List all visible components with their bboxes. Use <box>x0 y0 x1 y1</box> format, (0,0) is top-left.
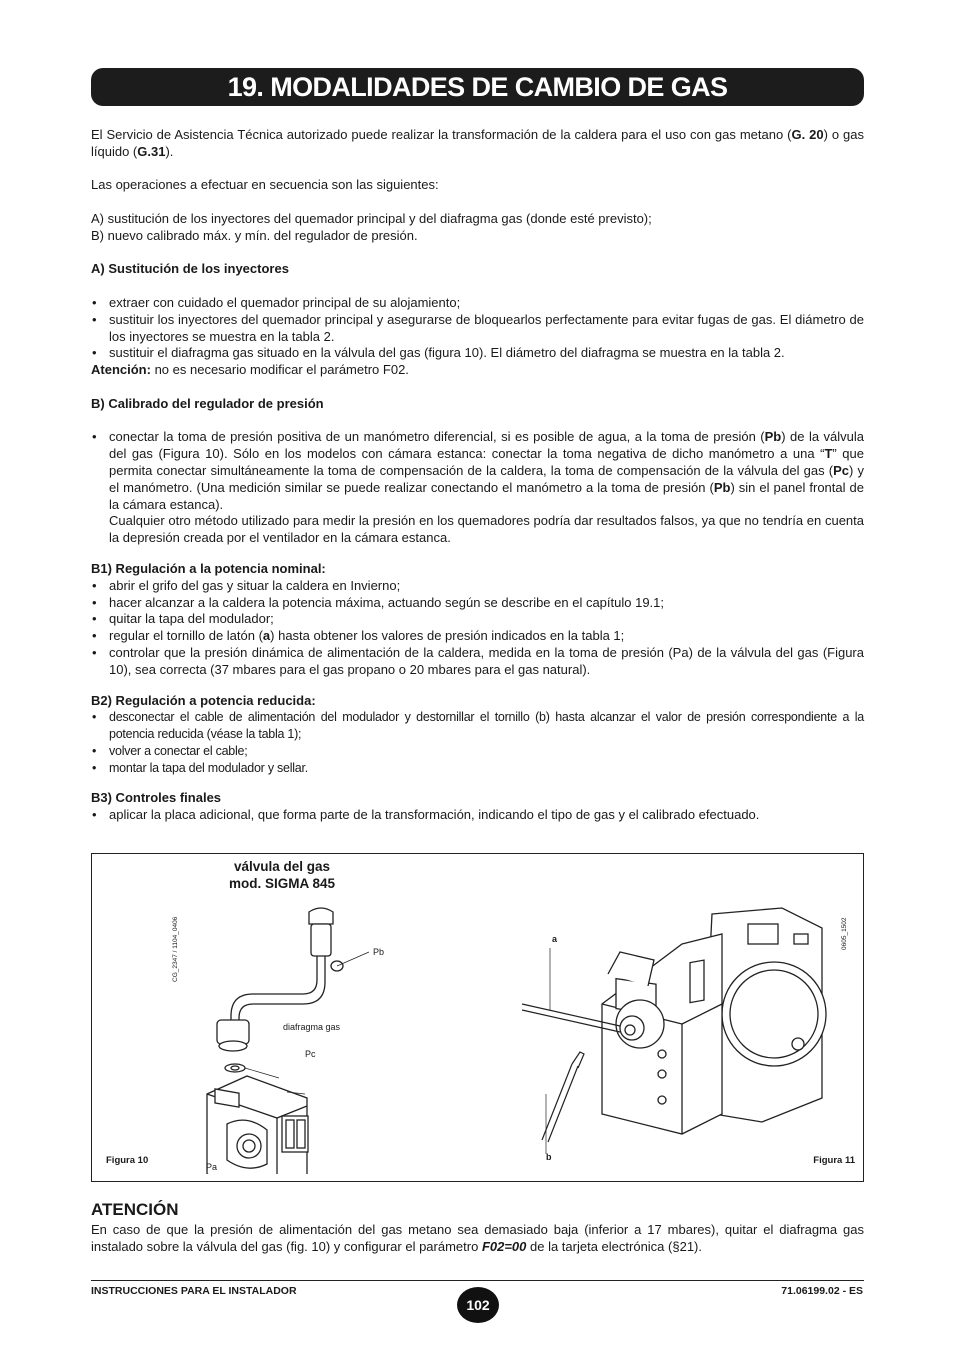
figure-code-left: CG_2347 / 1104_0406 <box>172 916 179 982</box>
list-item: • sustituir los inyectores del quemador principal y asegurarse de bloquearlos perfectamente para evitar fugas de gas. El diámetro de los inyectores se muestra en la tabla 2. <box>91 312 864 346</box>
list-item: • extraer con cuidado el quemador principal de su alojamiento; <box>91 295 864 312</box>
figure-title: válvula del gas mod. SIGMA 845 <box>228 859 336 891</box>
footer-left: INSTRUCCIONES PARA EL INSTALADOR <box>91 1285 297 1297</box>
section-b1-heading: B1) Regulación a la potencia nominal: <box>91 560 326 576</box>
figure-code-right: 0605_1502 <box>841 917 848 950</box>
label-pa: Pa <box>206 1162 218 1172</box>
list-item: • quitar la tapa del modulador; <box>91 611 864 628</box>
operation-b: B) nuevo calibrado máx. y mín. del regulador de presión. <box>91 227 418 243</box>
list-item: • conectar la toma de presión positiva de un manómetro diferencial, si es posible de agua, a la toma de presión (Pb) de la válvula del gas (Figura 10). Sólo en los modelos con cámara estanca: conectar la toma negativa de dicho manómetro a una “T” que permita conectar simultáneamente la toma de compensación de la caldera, la toma de compensación de la válvula del gas (Pc) y el manómetro. (Una medición similar se puede realizar conectando el manómetro a la toma de presión (Pb) sin el panel frontal de la cámara estanca). Cualquier otro método utilizado para medir la presión en los quemadores podría dar resultados falsos, ya que no tendría en cuenta la depresión creada por el ventilador en la cámara estanca. <box>91 429 864 547</box>
list-item: • abrir el grifo del gas y situar la caldera en Invierno; <box>91 578 864 595</box>
list-item: • volver a conectar el cable; <box>91 743 864 760</box>
intro-paragraph: El Servicio de Asistencia Técnica autorizado puede realizar la transformación de la caldera para el uso con gas metano (G. 20) o gas líquido (G.31). <box>91 127 864 159</box>
list-item: • hacer alcanzar a la caldera la potencia máxima, actuando según se describe en el capítulo 19.1; <box>91 595 864 612</box>
section-b-heading: B) Calibrado del regulador de presión <box>91 395 324 411</box>
gas-valve-figure-11 <box>512 904 842 1164</box>
label-pc: Pc <box>305 1049 316 1059</box>
footer-right: 71.06199.02 - ES <box>781 1285 863 1297</box>
list-item: • sustituir el diafragma gas situado en la válvula del gas (figura 10). El diámetro del diafragma se muestra en la tabla 2. <box>91 345 864 362</box>
section-a-note: Atención: no es necesario modificar el parámetro F02. <box>91 362 409 378</box>
section-b3-heading: B3) Controles finales <box>91 790 222 806</box>
section-b2-heading: B2) Regulación a potencia reducida: <box>91 692 316 708</box>
main-content <box>91 127 864 824</box>
list-item: • aplicar la placa adicional, que forma parte de la transformación, indicando el tipo de gas y el calibrado efectuado. <box>91 807 864 824</box>
label-b: b <box>546 1152 552 1162</box>
section-b1-list <box>91 578 864 679</box>
page-title: 19. MODALIDADES DE CAMBIO DE GAS <box>227 71 728 102</box>
title-bar <box>91 68 864 106</box>
section-a-heading: A) Sustitución de los inyectores <box>91 261 289 277</box>
footer-divider <box>91 1280 864 1281</box>
figure-box <box>91 853 864 1182</box>
page-number: 102 <box>457 1287 499 1323</box>
intro-sequence: Las operaciones a efectuar en secuencia son las siguientes: <box>91 177 439 193</box>
caption-figura-11: Figura 11 <box>813 1155 855 1166</box>
label-a: a <box>552 934 558 944</box>
section-a-list <box>91 295 864 362</box>
label-diafragma: diafragma gas <box>283 1022 341 1032</box>
operation-a: A) sustitución de los inyectores del quemador principal y del diafragma gas (donde esté previsto); <box>91 210 652 226</box>
gas-valve-figure-10 <box>187 894 437 1174</box>
section-b2-list <box>91 709 864 776</box>
list-item: • desconectar el cable de alimentación del modulador y destornillar el tornillo (b) hasta alcanzar el valor de presión correspondiente a la potencia reducida (véase la tabla 1); <box>91 709 864 743</box>
list-item: • regular el tornillo de latón (a) hasta obtener los valores de presión indicados en la tabla 1; <box>91 628 864 645</box>
section-b3-list <box>91 807 864 824</box>
caption-figura-10: Figura 10 <box>106 1155 149 1166</box>
atencion-text: En caso de que la presión de alimentación del gas metano sea demasiado baja (inferior a 17 mbares), quitar el diafragma gas instalado sobre la válvula del gas (fig. 10) y configurar el parámetro F02=00 de la tarjeta electrónica (§21). <box>91 1222 864 1254</box>
section-b-list <box>91 429 864 547</box>
list-item: • controlar que la presión dinámica de alimentación de la caldera, medida en la toma de presión (Pa) de la válvula del gas (Figura 10), sea correcta (37 mbares para el gas propano o 20 mbares para el gas natural). <box>91 645 864 679</box>
label-pb: Pb <box>373 947 385 957</box>
list-item: • montar la tapa del modulador y sellar. <box>91 760 864 777</box>
atencion-heading: ATENCIÓN <box>91 1200 179 1219</box>
